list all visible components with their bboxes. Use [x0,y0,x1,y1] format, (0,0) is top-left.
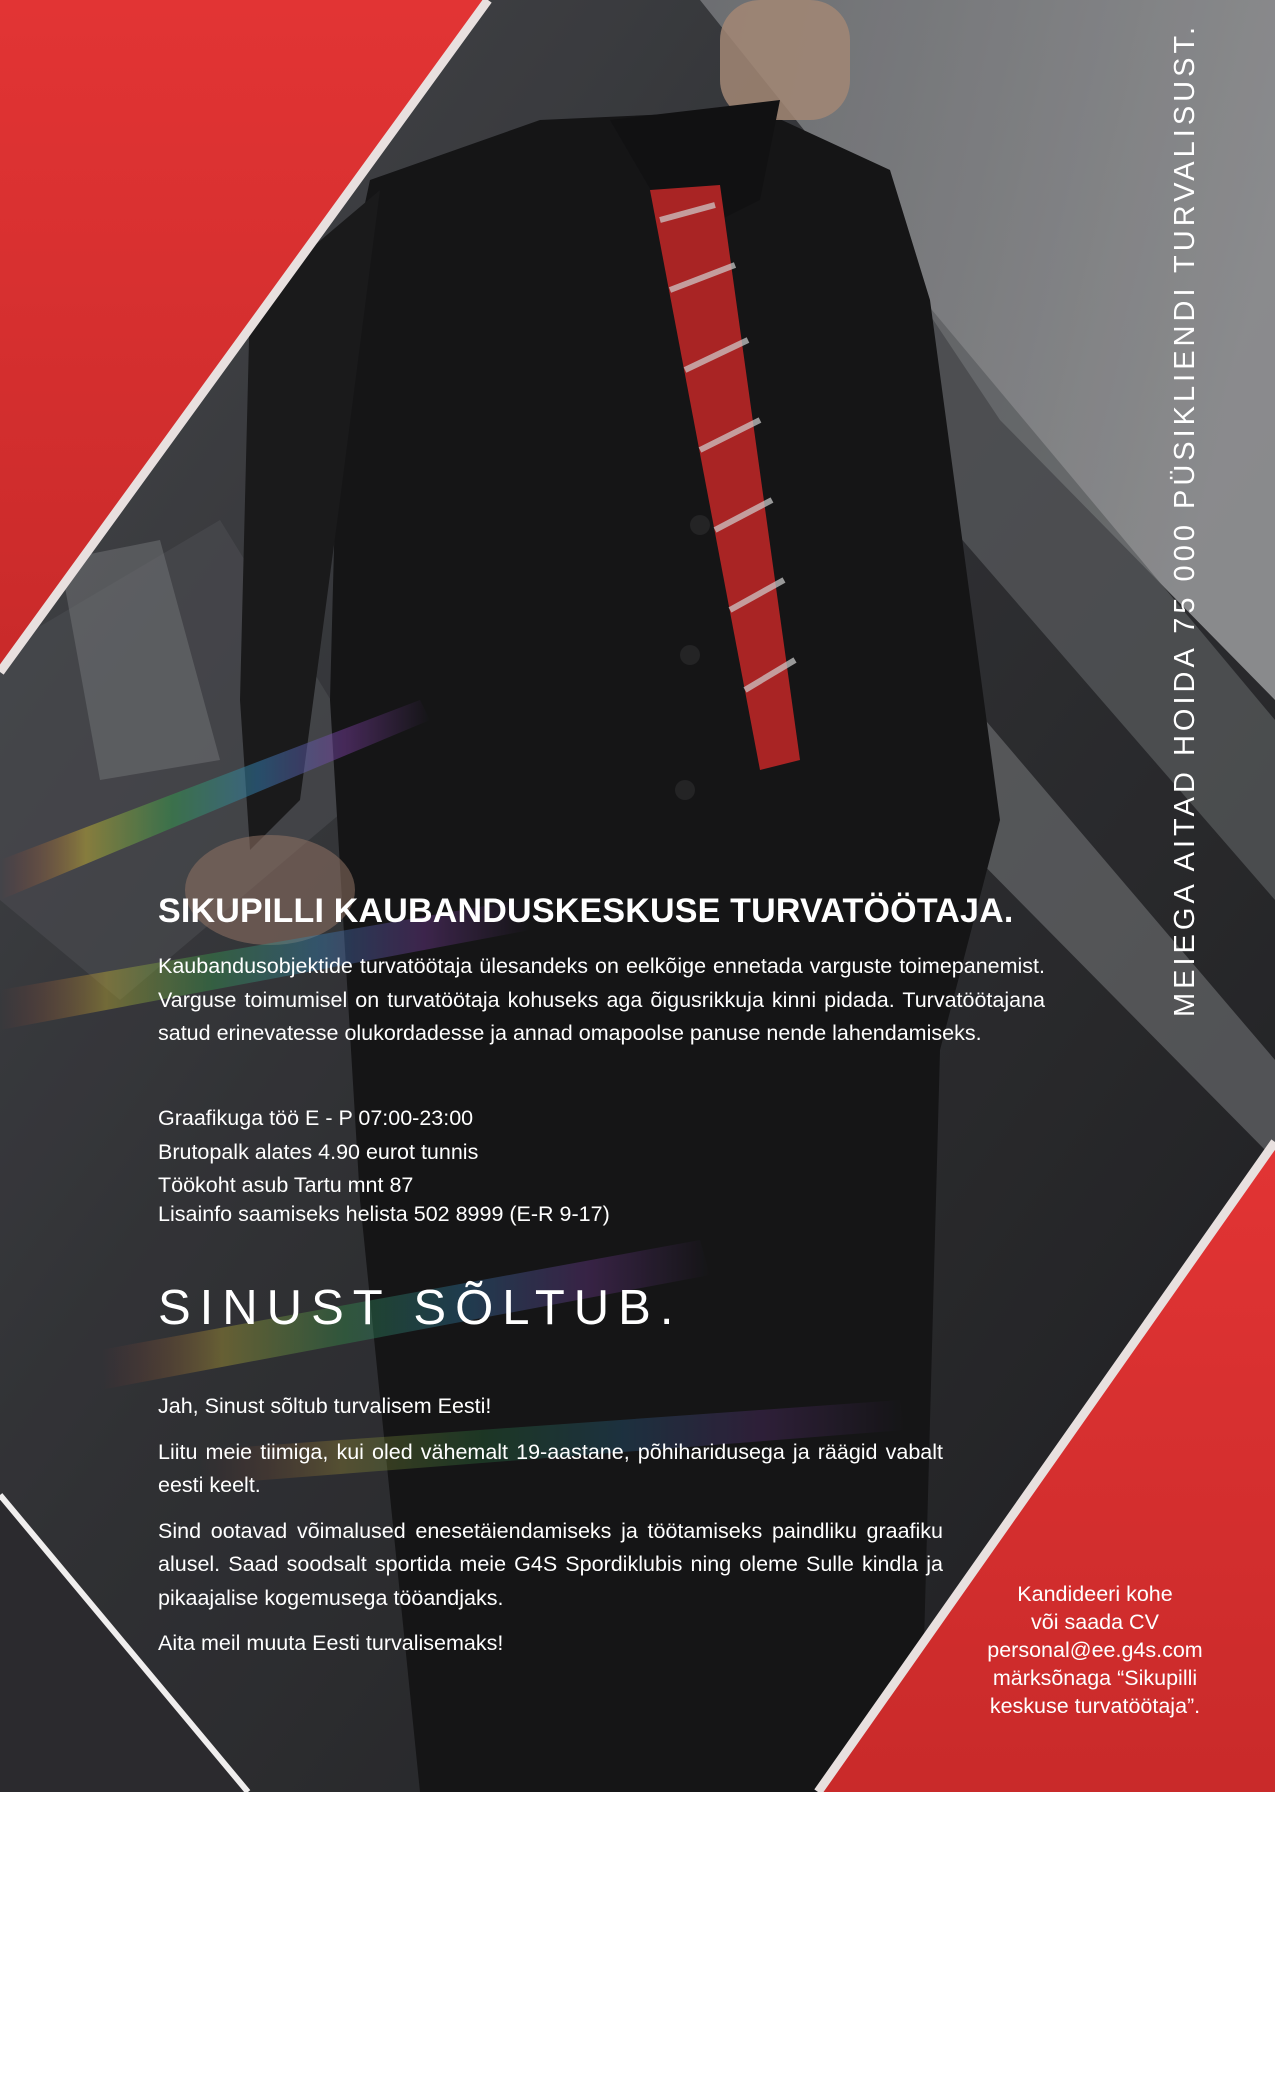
apply-line: märksõnaga “Sikupilli [992,1666,1198,1690]
body-paragraph: Liitu meie tiimiga, kui oled vähemalt 19-aastane, põhiharidusega ja räägid vabalt eesti keelt. [158,1439,943,1497]
intro-paragraph: Kaubandusobjektide turvatöötaja ülesandeks on eelkõige ennetada varguste toimepanemist. Varguse toimumisel on turvatöötaja kohuseks aga õigusrikkuja kinni pidada. Turvatöötajana satud erinevatesse olukordadesse ja annad omapoolse panuse nende lahendamiseks. [158,954,1045,1045]
apply-info [965,1580,1225,1720]
job-title: SIKUPILLI KAUBANDUSKESKUSE TURVATÖÖTAJA. [158,892,1014,930]
apply-line: keskuse turvatöötaja”. [989,1694,1201,1718]
location-line: Töökoht asub Tartu mnt 87 [158,1173,414,1197]
apply-line: Kandideeri kohe [1017,1582,1173,1606]
contact-line: Lisainfo saamiseks helista 502 8999 (E-R 9-17) [158,1201,610,1226]
slogan-heading: SINUST SÕLTUB. [158,1281,683,1335]
salary-line: Brutopalk alates 4.90 eurot tunnis [158,1139,479,1164]
vertical-tagline: MEIEGA AITAD HOIDA 75 000 PÜSIKLIENDI TURVALISUST. [1169,22,1201,1018]
schedule-line: Graafikuga töö E - P 07:00-23:00 [158,1106,474,1130]
body-text [158,1390,943,1673]
job-details [158,1102,1045,1231]
body-paragraph: Jah, Sinust sõltub turvalisem Eesti! [158,1394,492,1418]
body-paragraph: Sind ootavad võimalused enesetäiendamiseks ja töötamiseks paindliku graafiku alusel. Saad soodsalt sportida meie G4S Spordiklubis ning oleme Sulle kindla ja pikaajalise kogemusega tööandjaks. [158,1518,943,1610]
email-link[interactable]: personal@ee.g4s.com [987,1638,1203,1662]
apply-line: või saada CV [1031,1610,1159,1634]
body-paragraph: Aita meil muuta Eesti turvalisemaks! [158,1631,504,1655]
